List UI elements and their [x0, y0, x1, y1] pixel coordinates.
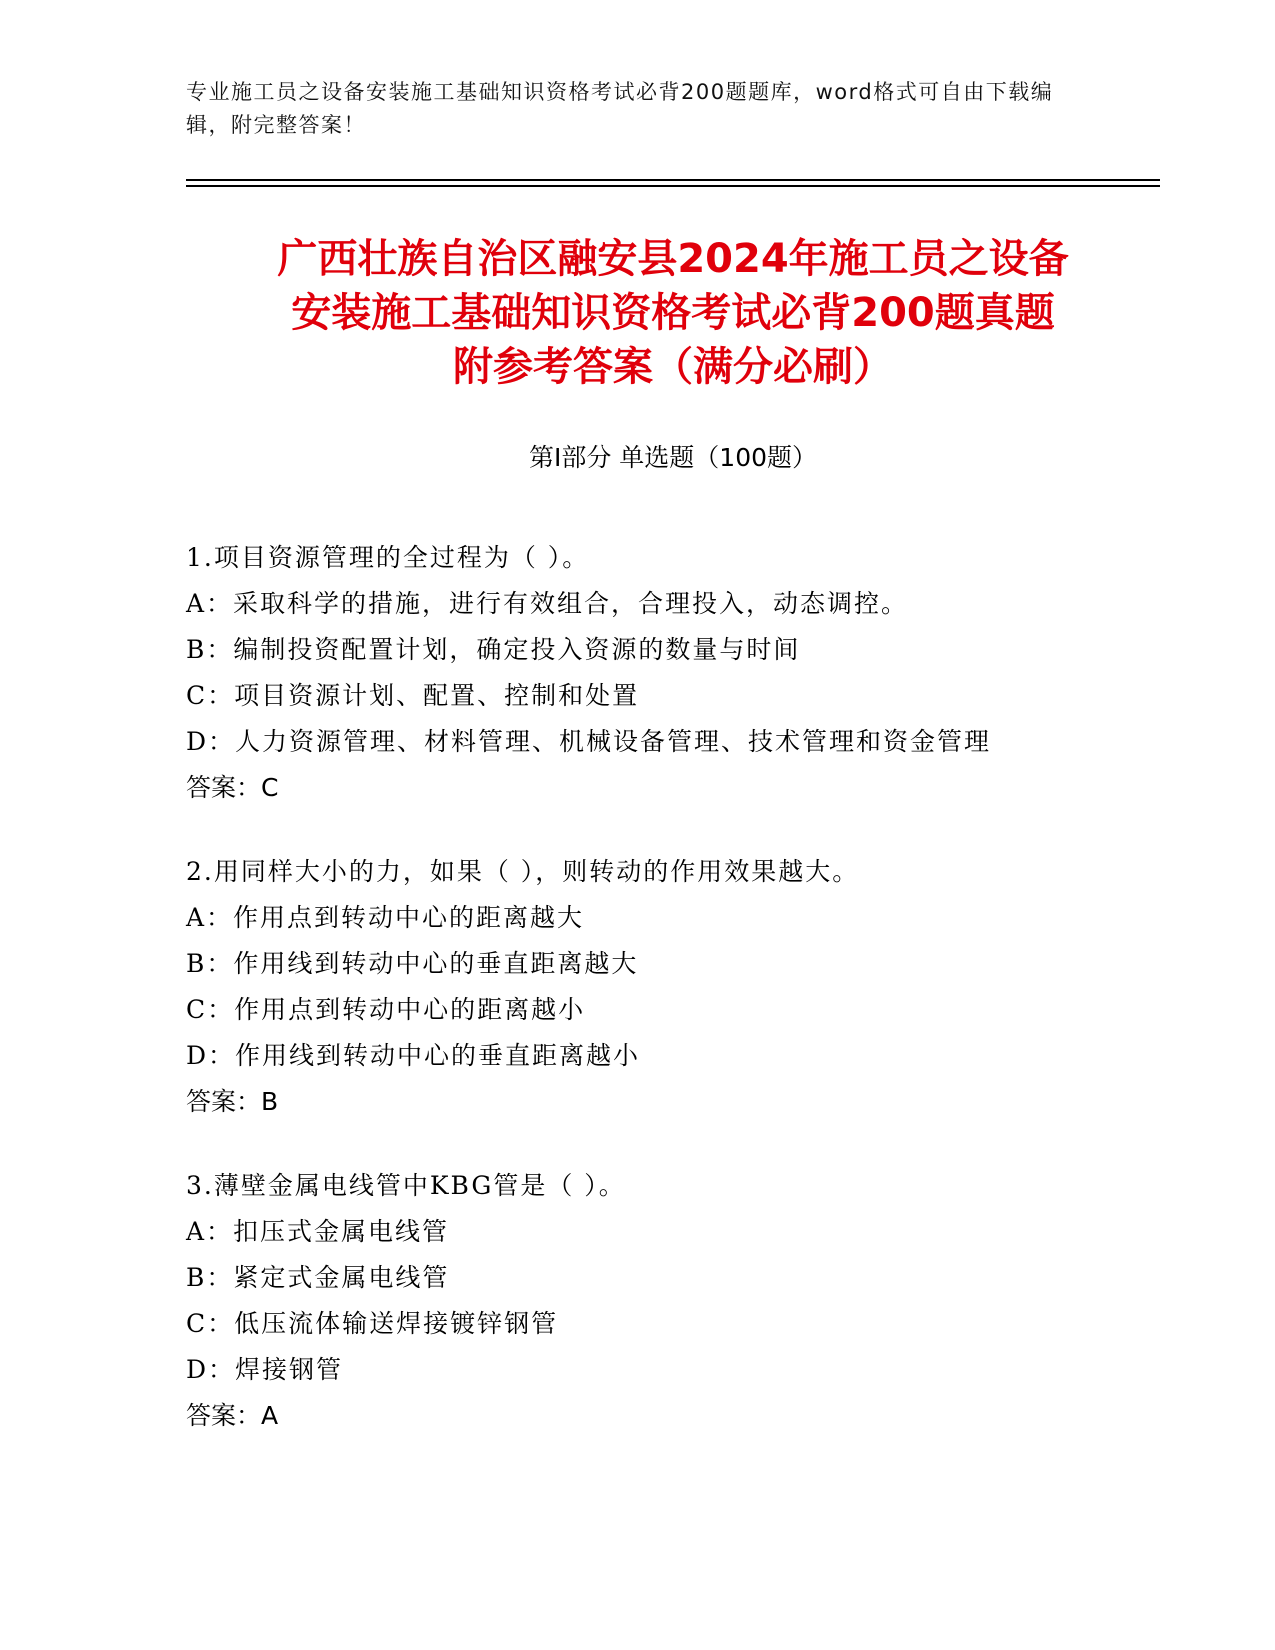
- option-c: C：项目资源计划、配置、控制和处置: [186, 681, 640, 710]
- answer: 答案：A: [186, 1401, 279, 1430]
- question-stem: 1.项目资源管理的全过程为（ ）。: [186, 543, 590, 572]
- option-b: B：紧定式金属电线管: [186, 1263, 450, 1292]
- title-line-1: 广西壮族自治区融安县2024年施工员之设备: [277, 236, 1069, 282]
- document-header-note: 专业施工员之设备安装施工基础知识资格考试必背200题题库，word格式可自由下载编辑，附完整答案！: [186, 80, 1054, 137]
- option-b: B：作用线到转动中心的垂直距离越大: [186, 949, 639, 978]
- question-stem: 3.薄壁金属电线管中KBG管是（ ）。: [186, 1171, 626, 1200]
- document-title: [186, 232, 1160, 394]
- question-2: [186, 849, 1160, 1125]
- option-a: A：采取科学的措施，进行有效组合，合理投入，动态调控。: [186, 589, 909, 618]
- title-line-2: 安装施工基础知识资格考试必背200题真题: [291, 290, 1055, 336]
- header-divider-bottom: [186, 185, 1160, 187]
- option-b: B：编制投资配置计划，确定投入资源的数量与时间: [186, 635, 801, 664]
- option-a: A：扣压式金属电线管: [186, 1217, 450, 1246]
- section-heading: 第Ⅰ部分 单选题（100题）: [528, 443, 818, 472]
- answer: 答案：C: [186, 773, 279, 802]
- option-c: C：低压流体输送焊接镀锌钢管: [186, 1309, 559, 1338]
- option-d: D：作用线到转动中心的垂直距离越小: [186, 1041, 641, 1070]
- answer: 答案：B: [186, 1087, 279, 1116]
- header-divider-top: [186, 179, 1160, 181]
- option-d: D：焊接钢管: [186, 1355, 344, 1384]
- question-3: [186, 1163, 1160, 1439]
- title-line-3: 附参考答案（满分必刷）: [453, 344, 893, 390]
- question-stem: 2.用同样大小的力，如果（ ），则转动的作用效果越大。: [186, 857, 860, 886]
- option-a: A：作用点到转动中心的距离越大: [186, 903, 585, 932]
- option-c: C：作用点到转动中心的距离越小: [186, 995, 586, 1024]
- question-list: [186, 535, 1160, 1477]
- question-1: [186, 535, 1160, 811]
- option-d: D：人力资源管理、材料管理、机械设备管理、技术管理和资金管理: [186, 727, 992, 756]
